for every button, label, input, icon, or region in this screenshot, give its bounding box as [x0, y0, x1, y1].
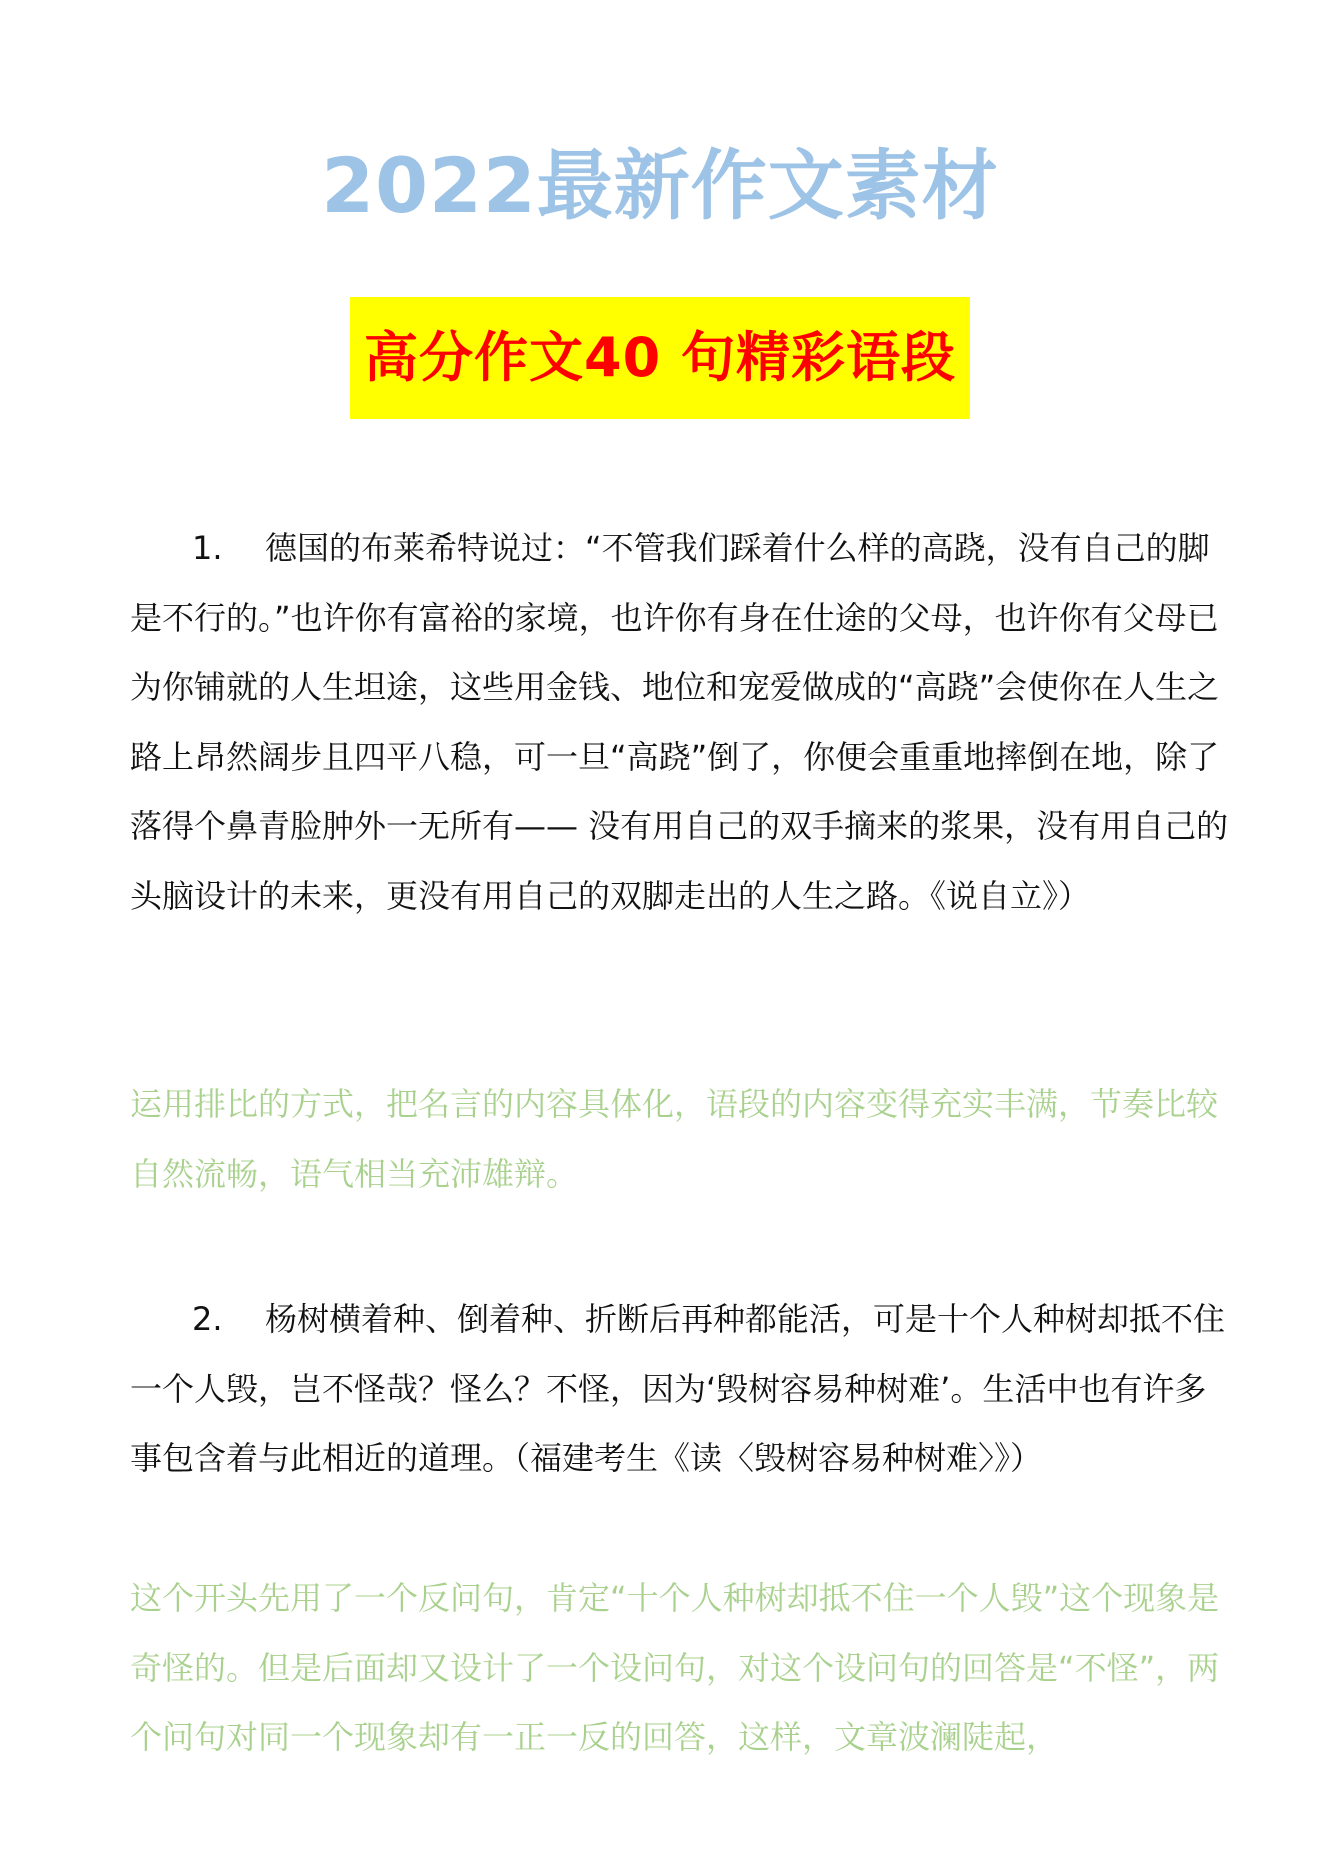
paragraph-text: 德国的布莱希特说过：“不管我们踩着什么样的高跷，没有自己的脚是不行的。”也许你有富裕的家境，也许你有身在仕途的父母，也许你有父母已为你铺就的人生坦途，这些用金钱、地位和宠爱做成的“高跷”会使你在人生之路上昂然阔步且四平八稳，可一旦“高跷”倒了，你便会重重地摔倒在地，除了落得个鼻青脸肿外一无所有—— 没有用自己的双手摘来的浆果，没有用自己的头脑设计的未来，更没有用自己的双脚走出的人生之路。《说自立》） [130, 529, 1229, 915]
paragraph-number: 1. [192, 529, 223, 567]
paragraph-1 [130, 514, 1230, 931]
paragraph-number: 2. [192, 1300, 223, 1338]
paragraph-text: 杨树横着种、倒着种、折断后再种都能活，可是十个人种树却抵不住一个人毁，岂不怪哉？怪么？不怪，因为‘毁树容易种树难’。生活中也有许多事包含着与此相近的道理。（福建考生《读〈毁树容易种树难〉》） [130, 1300, 1226, 1477]
commentary-1: 运用排比的方式，把名言的内容具体化，语段的内容变得充实丰满，节奏比较自然流畅，语气相当充沛雄辩。 [130, 1085, 1219, 1193]
paragraph-2 [130, 1285, 1230, 1494]
commentary-2: 这个开头先用了一个反问句，肯定“十个人种树却抵不住一个人毁”这个现象是奇怪的。但是后面却又设计了一个设问句，对这个设问句的回答是“不怪”，两个问句对同一个现象却有一正一反的回答，这样，文章波澜陡起， [130, 1579, 1220, 1756]
subtitle-container [0, 297, 1320, 419]
highlighted-subtitle: 高分作文40 句精彩语段 [350, 297, 970, 419]
page-title: 2022最新作文素材 [321, 141, 999, 230]
